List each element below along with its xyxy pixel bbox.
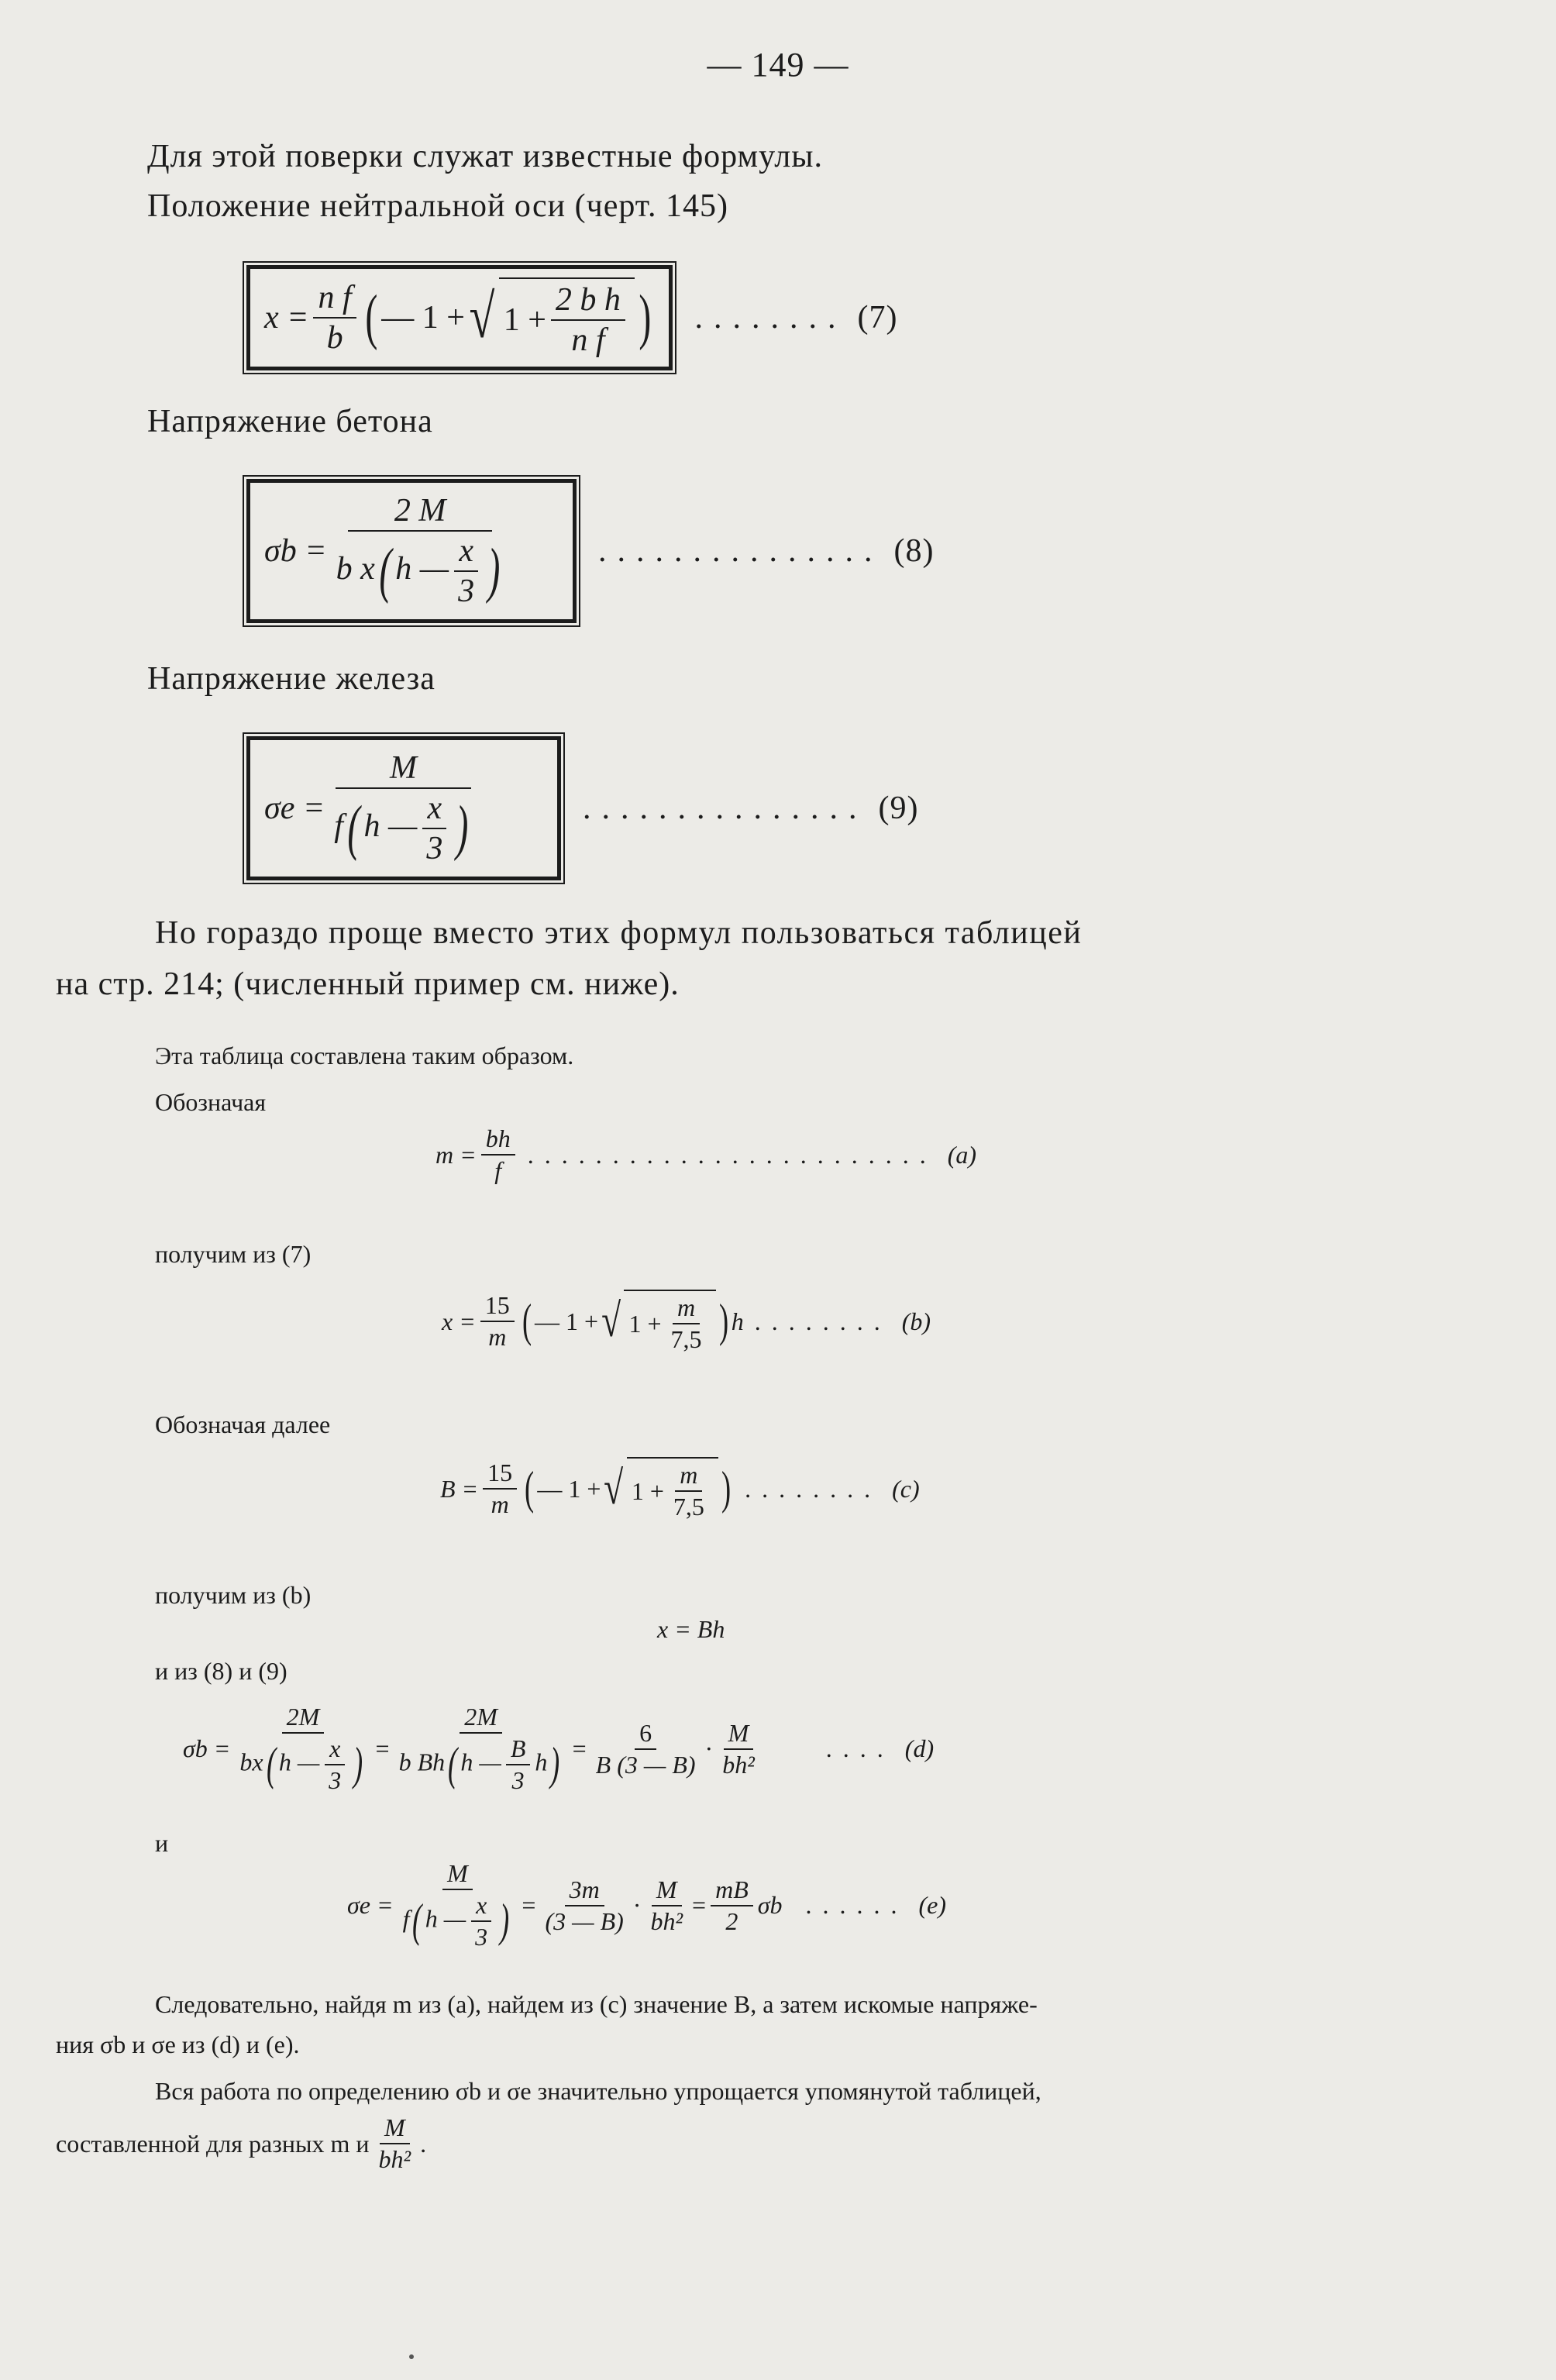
formula-7-minus-one: — 1 +: [381, 300, 465, 336]
conclusion-line-4-text: составленной для разных m и: [56, 2129, 370, 2158]
from-8-9-text: и из (8) и (9): [155, 1657, 287, 1685]
formula-d-lhs: σb =: [183, 1734, 231, 1763]
simpler-line-1: Но гораздо проще вместо этих формул пользоваться таблицей: [155, 915, 1083, 951]
formula-d-eq-1: =: [375, 1734, 390, 1763]
formula-9-den-pre: f: [334, 808, 343, 844]
formula-d-num-1: 2M: [282, 1703, 325, 1734]
formula-b-inner-den: 7,5: [670, 1325, 702, 1354]
formula-b-dots: ........: [754, 1307, 891, 1335]
formula-e-eq-1: =: [522, 1891, 536, 1920]
formula-7-box: x = $\frac{\text{n f}}{b}$ ( — 1 + √ 1 + $\frac{\text{2 b h}}{\text{n f}}$ ): [246, 265, 673, 370]
formula-e-num-1: M: [442, 1860, 473, 1890]
table-text-1: Эта таблица составлена таким образом.: [155, 1042, 574, 1069]
intro-line-2: Положение нейтральной оси (черт. 145): [147, 188, 728, 224]
print-speck: [409, 2354, 414, 2359]
formula-e-num-4: mB: [711, 1876, 753, 1906]
formula-e-sigma-b: σb: [757, 1891, 783, 1920]
formula-e-x: x: [471, 1892, 491, 1922]
formula-e-num-3: M: [652, 1876, 682, 1906]
formula-e-num-2: 3m: [565, 1876, 604, 1906]
formula-d-eq-2: =: [572, 1734, 587, 1763]
formula-a-den: f: [494, 1156, 502, 1185]
formula-8-three: 3: [458, 573, 475, 610]
formula-8-den-pre: b x: [336, 550, 375, 587]
formula-e-dot: ·: [632, 1891, 642, 1920]
formula-c: B = $\frac{15}{m}$ ( — 1 + √ 1 + $\frac{m}{7,5}$ ) ........ (c): [440, 1459, 920, 1521]
from-7-text: получим из (7): [155, 1240, 312, 1268]
formula-c-one-plus: 1 +: [631, 1476, 664, 1505]
formula-d-B: B: [506, 1735, 531, 1765]
formula-d-den-2-pre: b Bh: [398, 1748, 446, 1776]
iron-heading: Напряжение железа: [147, 661, 435, 697]
formula-d-num-3: 6: [635, 1720, 656, 1750]
concrete-heading: Напряжение бетона: [147, 404, 433, 439]
formula-c-lhs: B =: [440, 1474, 479, 1503]
further-text: Обозначая далее: [155, 1410, 331, 1438]
conclusion-line-2: ния σb и σe из (d) и (e).: [56, 2030, 300, 2058]
formula-7-tag: (7): [857, 300, 898, 336]
formula-e-den-3: bh²: [650, 1906, 683, 1935]
formula-8-num: 2 M: [348, 493, 493, 532]
formula-e-eq-2: =: [692, 1891, 707, 1920]
formula-e-den-1-pre: f: [402, 1904, 410, 1933]
formula-c-dots: ........: [745, 1474, 882, 1503]
formula-a-lhs: m =: [435, 1140, 477, 1169]
formula-7: [246, 265, 897, 370]
formula-d-x: x: [325, 1735, 345, 1765]
formula-7-inner-den: n f: [571, 322, 605, 358]
formula-8-dots: ...............: [598, 533, 883, 569]
formula-d-h: h: [535, 1748, 548, 1776]
formula-d-h-minus: h —: [278, 1748, 320, 1776]
formula-d-num-2: 2M: [460, 1703, 502, 1734]
formula-9-box: σe = M f( h — $\frac{x}{3}$ ): [246, 736, 561, 880]
formula-8-box: σb = 2 M b x( h — $\frac{x}{3}$ ): [246, 479, 577, 623]
formula-e-den-2: (3 — B): [545, 1906, 624, 1935]
formula-9-num: M: [336, 750, 471, 789]
conclusion-line-3: Вся работа по определению σb и σe значительно упрощается упомянутой таблицей,: [155, 2077, 1041, 2105]
conclusion-line-1: Следовательно, найдя m из (a), найдем из (c) значение B, а затем искомые напряже-: [155, 1990, 1038, 2018]
conclusion-frac-num: M: [380, 2114, 410, 2144]
formula-a: [435, 1125, 976, 1184]
formula-c-den: m: [491, 1490, 509, 1519]
formula-a-dots: ........................: [527, 1140, 937, 1169]
and-text: и: [155, 1829, 169, 1857]
formula-d-tag: (d): [904, 1734, 935, 1763]
formula-b-minus-one: — 1 +: [535, 1307, 599, 1335]
formula-e-lhs: σe =: [347, 1891, 394, 1920]
formula-d-den-3: B (3 — B): [595, 1750, 696, 1779]
formula-c-inner-num: m: [675, 1462, 702, 1492]
page-number: — 149 —: [707, 46, 849, 84]
formula-c-inner-den: 7,5: [673, 1493, 704, 1521]
formula-b-num: 15: [480, 1292, 515, 1322]
formula-e-three: 3: [475, 1923, 488, 1951]
simpler-line-2: на стр. 214; (численный пример см. ниже).: [56, 966, 680, 1002]
formula-9-dots: ...............: [583, 790, 868, 826]
formula-d: σb = 2M bx( h — $\frac{x}{3}$ ) = 2M b Bh( h — $\frac{B}{3}$ h) = $\frac{6}{B (3 — B)}$ · $\frac{M}{\text{bh²}}$ .... (d): [183, 1703, 935, 1795]
formula-b-tag: (b): [901, 1307, 931, 1335]
formula-d-den-4: bh²: [722, 1750, 755, 1779]
formula-c-minus-one: — 1 +: [537, 1474, 601, 1503]
formula-9: [246, 736, 918, 880]
formula-7-lhs: x =: [264, 300, 309, 336]
formula-d-den-1-pre: bx: [239, 1748, 263, 1776]
formula-9-tag: (9): [878, 790, 919, 826]
formula-b-den: m: [488, 1323, 507, 1352]
formula-7-inner-num: 2 b h: [551, 282, 625, 321]
formula-7-num: n f: [313, 280, 356, 319]
formula-a-tag: (a): [947, 1140, 977, 1169]
formula-b-h: h: [731, 1307, 744, 1335]
formula-e: σe = M f( h — $\frac{x}{3}$ ) = $\frac{3m}{(3 — B)}$ · $\frac{M}{\text{bh²}}$ = $\frac{mB}{2}$ σb ...... (e): [347, 1859, 947, 1951]
formula-8-tag: (8): [893, 533, 935, 569]
formula-c-num: 15: [483, 1459, 517, 1490]
formula-d-three: 3: [329, 1766, 342, 1795]
formula-8-x: x: [454, 533, 478, 572]
formula-b-lhs: x =: [442, 1307, 476, 1335]
from-b-text: получим из (b): [155, 1581, 312, 1609]
intro-line-1: Для этой поверки служат известные формулы.: [147, 139, 823, 174]
formula-8-h-minus: h —: [395, 550, 449, 587]
formula-7-one-plus: 1 +: [503, 302, 546, 338]
formula-d-three-2: 3: [511, 1766, 525, 1795]
formula-e-tag: (e): [918, 1891, 947, 1920]
formula-d-dots: ....: [825, 1734, 894, 1763]
formula-b-one-plus: 1 +: [628, 1309, 662, 1338]
formula-7-dots: ........: [694, 300, 847, 336]
x-equals-bh: x = Bh: [657, 1615, 725, 1643]
formula-b: x = $\frac{15}{m}$ ( — 1 + √ 1 + $\frac{m}{7,5}$ ) h ........ (b): [442, 1291, 931, 1354]
formula-d-num-4: M: [724, 1720, 754, 1750]
formula-e-den-4: 2: [725, 1906, 738, 1935]
formula-9-x: x: [422, 790, 446, 829]
formula-d-dot: ·: [704, 1734, 714, 1763]
formula-a-num: bh: [481, 1125, 515, 1156]
formula-9-h-minus: h —: [363, 808, 418, 844]
formula-9-lhs: σe =: [264, 790, 325, 826]
formula-e-dots: ......: [805, 1891, 908, 1920]
formula-c-tag: (c): [892, 1474, 920, 1503]
formula-e-h-minus: h —: [425, 1904, 466, 1933]
formula-d-h-minus-2: h —: [460, 1748, 501, 1776]
table-text-2: Обозначая: [155, 1088, 267, 1116]
conclusion-frac-den: bh²: [378, 2145, 411, 2174]
conclusion-line-4-end: .: [420, 2129, 427, 2158]
formula-7-den: b: [326, 320, 343, 356]
conclusion-line-4: [56, 2114, 426, 2173]
formula-8: [246, 479, 934, 623]
formula-9-three: 3: [426, 831, 443, 867]
formula-b-inner-num: m: [673, 1294, 700, 1324]
formula-8-lhs: σb =: [264, 533, 327, 569]
